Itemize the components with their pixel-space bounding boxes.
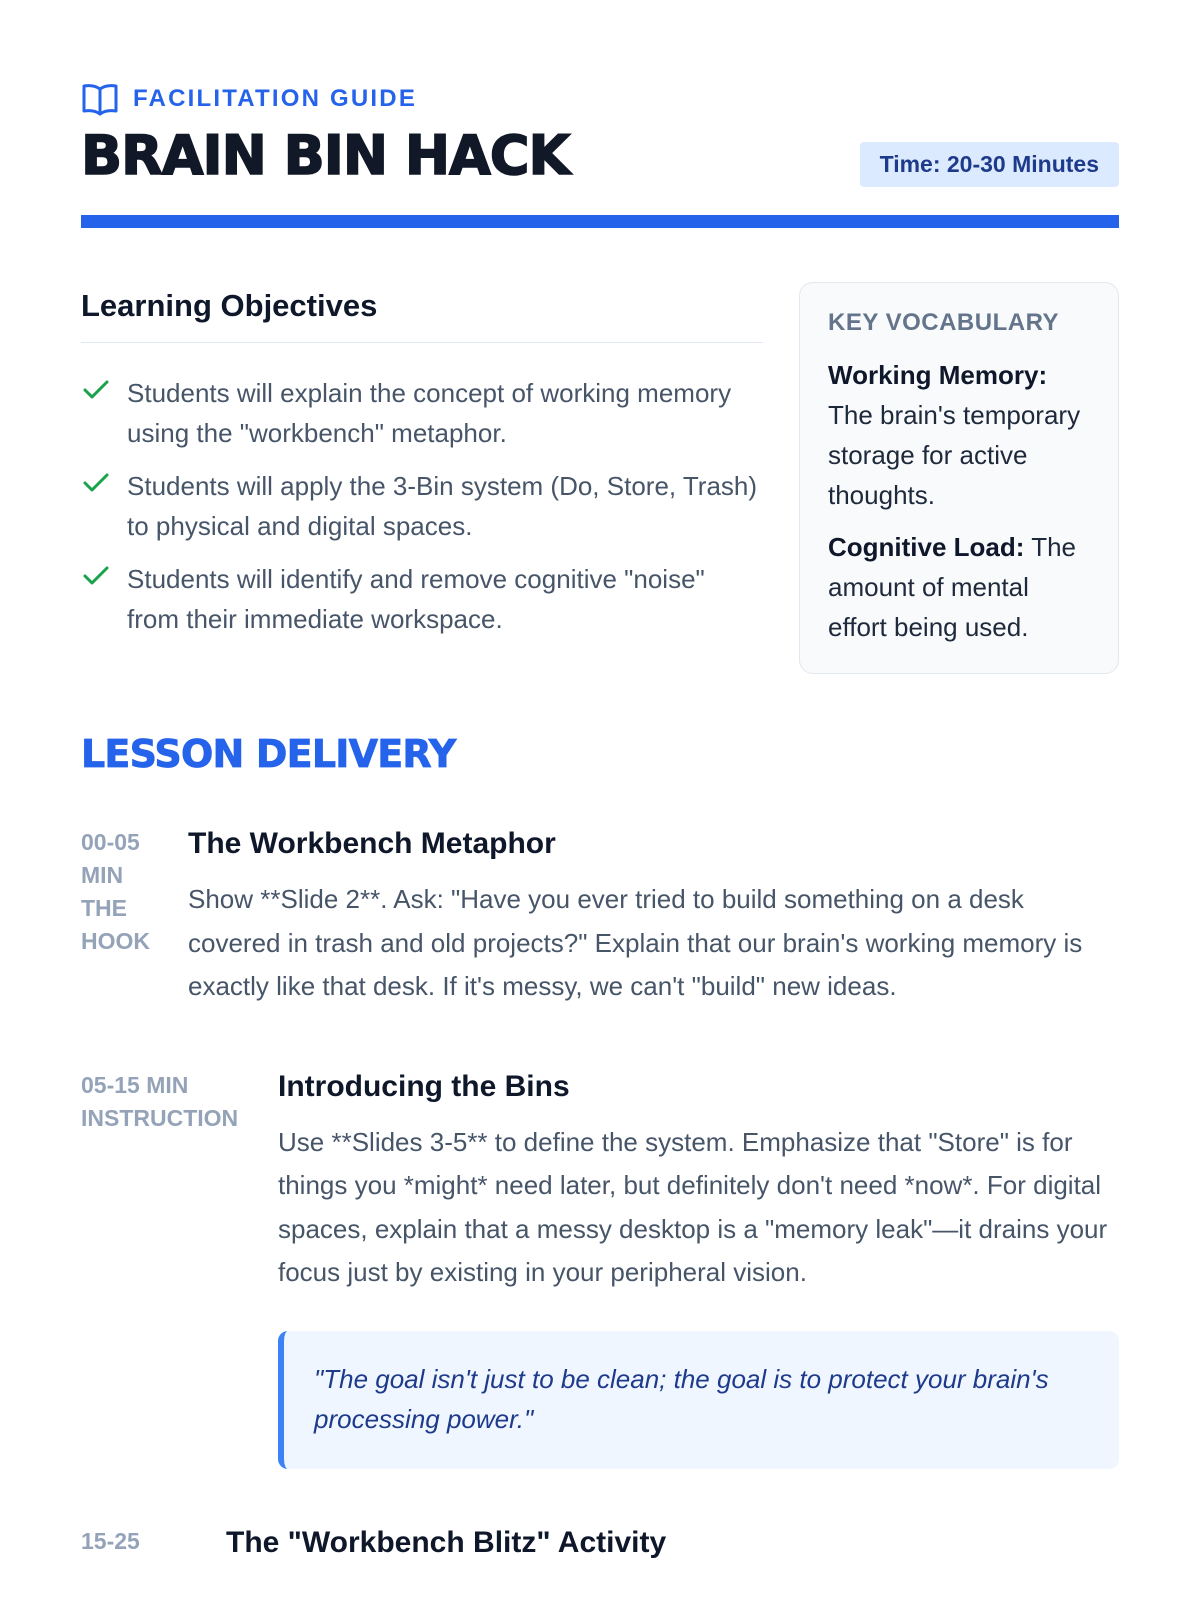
step-title: Introducing the Bins (278, 1069, 570, 1103)
kicker-label: FACILITATION GUIDE (133, 85, 418, 112)
vocabulary-definition: The brain's temporary storage for active thoughts. (828, 400, 1081, 510)
objective-text: Students will apply the 3-Bin system (Do, Store, Trash) to physical and digital spaces. (127, 471, 758, 541)
learning-objectives (81, 282, 763, 674)
step-content (278, 1069, 1119, 1469)
objective-text: Students will identify and remove cognitive "noise" from their immediate workspace. (127, 564, 705, 634)
objective-item (81, 373, 763, 453)
step-content (188, 826, 1119, 1009)
vocabulary-term: Working Memory: (828, 360, 1048, 390)
lesson-delivery-heading: LESSON DELIVERY (81, 732, 456, 776)
overview-section (81, 282, 1119, 674)
step-body: Use **Slides 3-5** to define the system. Emphasize that "Store" is for things you *might* need later, but definitely don't need *now*. For digital spaces, explain that a messy desktop is a "memory leak"—it drains your focus just by existing in your peripheral vision. (278, 1126, 1108, 1287)
callout-quote: "The goal isn't just to be clean; the goal is to protect your brain's processing power." (278, 1331, 1119, 1469)
step-time: 00-05 MIN THE HOOK (81, 829, 150, 954)
key-vocabulary-card (799, 282, 1119, 674)
vocabulary-entry (828, 355, 1092, 515)
vocabulary-title: KEY VOCABULARY (828, 309, 1060, 336)
checkmark-icon (81, 375, 111, 410)
vocabulary-term: Cognitive Load: (828, 532, 1025, 562)
title-row (81, 124, 1119, 188)
objective-item (81, 559, 763, 639)
open-book-icon (81, 82, 119, 116)
checkmark-icon (81, 468, 111, 503)
guide-kicker (81, 82, 1119, 116)
step-time: 15-25 (81, 1527, 140, 1554)
objective-item (81, 466, 763, 546)
page-title: BRAIN BIN HACK (81, 124, 570, 187)
objectives-heading: Learning Objectives (81, 282, 763, 343)
step-title: The "Workbench Blitz" Activity (226, 1525, 667, 1559)
vocabulary-entry (828, 527, 1092, 647)
vocabulary-definition: The amount of mental effort being used. (828, 532, 1077, 642)
time-badge: Time: 20-30 Minutes (860, 142, 1119, 187)
step-body: Show **Slide 2**. Ask: "Have you ever tried to build something on a desk covered in trash and old projects?" Explain that our brain's working memory is exactly like that desk. If it's messy, we can't "build" new ideas. (188, 884, 1083, 1001)
step-content (226, 1525, 1119, 1561)
objectives-list (81, 373, 763, 639)
lesson-step (81, 1069, 1119, 1469)
lesson-step (81, 826, 1119, 1009)
objective-text: Students will explain the concept of working memory using the "workbench" metaphor. (127, 378, 732, 448)
lesson-step (81, 1525, 1119, 1561)
step-title: The Workbench Metaphor (188, 827, 556, 860)
title-divider (81, 215, 1119, 228)
step-time: 05-15 MIN INSTRUCTION (81, 1071, 239, 1131)
checkmark-icon (81, 561, 111, 596)
